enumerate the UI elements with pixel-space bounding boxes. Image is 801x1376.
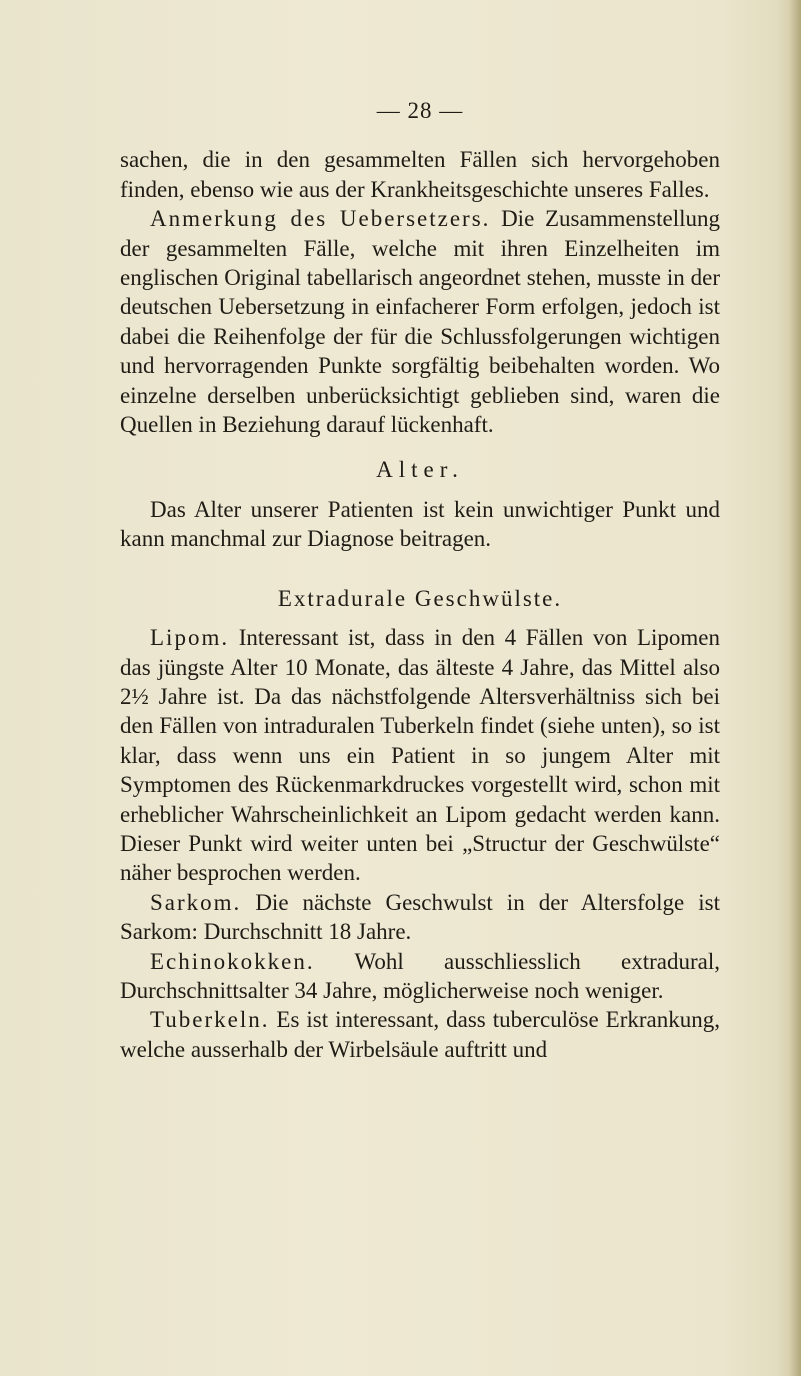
paragraph-lead: Anmerkung des Uebersetzers. [150,206,491,232]
paragraph-tuberkeln [120,1005,720,1064]
paragraph-lead: Echinokokken. [150,948,315,974]
paragraph-lead: Sarkom. [150,889,242,915]
page-edge-shadow [789,0,801,1376]
paragraph-lead: Lipom. [150,625,230,651]
paragraph-text: Wohl ausschliesslich extradural, Durchschnittsalter 34 Jahre, möglicherweise noch weniger. [120,948,720,1003]
paragraph-text: Die nächste Geschwulst in der Altersfolge ist Sarkom: Durchschnitt 18 Jahre. [120,889,720,945]
paragraph-translator-note [120,204,720,439]
paragraph-lead: Tuberkeln. [150,1007,270,1033]
page-text [120,96,720,1064]
section-heading-alter: Alter. [376,457,464,483]
paragraph-echinokokken [120,947,720,1006]
paragraph-alter [120,495,720,554]
page-number: — 28 — [376,98,464,123]
paragraph-continuation [120,145,720,204]
paragraph-lipom [120,623,720,888]
section-heading-extradural: Extradurale Geschwülste. [277,585,563,611]
paragraph-text: Die Zusammenstellung der gesammelten Fälle, welche mit ihren Einzelheiten im englischen Original tabellarisch angeordnet stehen, musste in der deutschen Uebersetzung in einfacherer Form erfolgen, jedoch ist dabei die Reihenfolge der für die Schlussfolgerungen wichtigen und hervorragenden Punkte sorgfältig beibehalten worden. Wo einzelne derselben unberücksichtigt geblieben sind, waren die Quellen in Beziehung darauf lückenhaft. [120,206,720,438]
paragraph-text: Das Alter unserer Patienten ist kein unwichtiger Punkt und kann manchmal zur Diagnose beitragen. [120,496,720,552]
paragraph-text: Interessant ist, dass in den 4 Fällen von Lipomen das jüngste Alter 10 Monate, das älteste 4 Jahre, das Mittel also 2½ Jahre ist. Da das nächstfolgende Altersverhältniss sich bei den Fällen von intraduralen Tuberkeln findet (siehe unten), so ist klar, dass wenn uns ein Patient in so jungem Alter mit Symptomen des Rückenmarkdruckes vorgestellt wird, schon mit erheblicher Wahrscheinlichkeit an Lipom gedacht werden kann. Dieser Punkt wird weiter unten bei „Structur der Geschwülste“ näher besprochen werden. [120,625,720,886]
paragraph-text: sachen, die in den gesammelten Fällen sich hervorgehoben finden, ebenso wie aus der Krankheitsgeschichte unseres Falles. [120,147,720,202]
paragraph-sarkom [120,888,720,947]
paragraph-text: Es ist interessant, dass tuberculöse Erkrankung, welche ausserhalb der Wirbelsäule auftritt und [120,1007,720,1062]
